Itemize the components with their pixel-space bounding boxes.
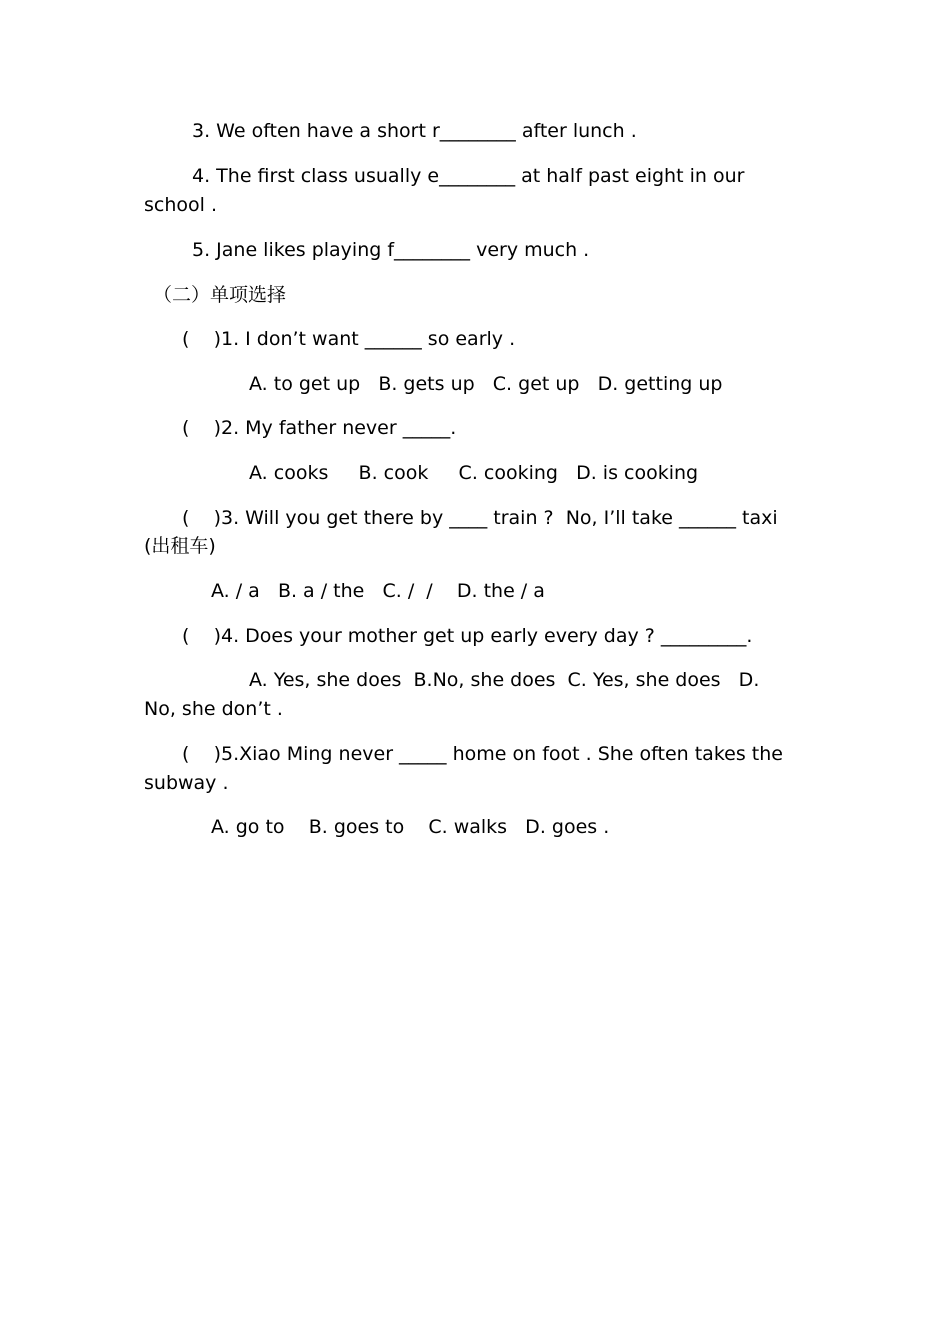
mc-question-3: ( )3. Will you get there by ____ train ? No, I’ll take ______ taxi — [182, 507, 778, 529]
mc-question-2: ( )2. My father never _____. — [182, 417, 457, 439]
mc-question-5-continued: subway . — [144, 772, 229, 794]
mc-options-2: A. cooks B. cook C. cooking D. is cooking — [249, 462, 699, 484]
fill-in-question-3: 3. We often have a short r________ after lunch . — [192, 120, 637, 142]
fill-in-question-4-continued: school . — [144, 194, 217, 216]
mc-options-4-continued: No, she don’t . — [144, 698, 283, 720]
mc-options-5: A. go to B. goes to C. walks D. goes . — [211, 816, 610, 838]
mc-options-4: A. Yes, she does B.No, she does C. Yes, she does D. — [249, 669, 760, 691]
mc-question-1: ( )1. I don’t want ______ so early . — [182, 328, 516, 350]
mc-question-3-continued: (出租车) — [144, 535, 216, 557]
mc-question-4: ( )4. Does your mother get up early every day ? _________. — [182, 625, 753, 647]
mc-options-1: A. to get up B. gets up C. get up D. getting up — [249, 373, 723, 395]
fill-in-question-4: 4. The first class usually e________ at half past eight in our — [192, 165, 745, 187]
mc-options-3: A. / a B. a / the C. / / D. the / a — [211, 580, 545, 602]
mc-question-5: ( )5.Xiao Ming never _____ home on foot . She often takes the — [182, 743, 783, 765]
section-heading: （二）单项选择 — [153, 284, 287, 306]
fill-in-question-5: 5. Jane likes playing f________ very much . — [192, 239, 590, 261]
